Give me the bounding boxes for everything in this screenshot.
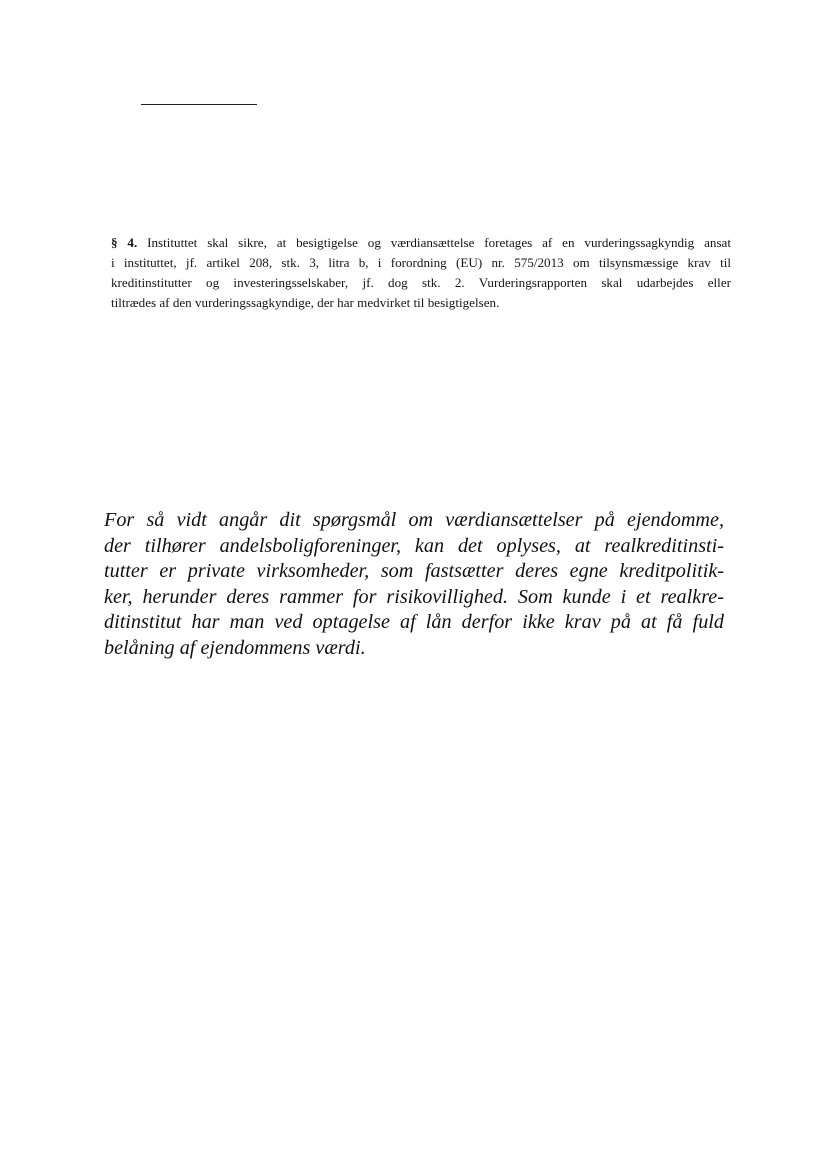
section-mark: § 4. <box>111 235 138 250</box>
law-line-4: tiltrædes af den vurderingssagkyndige, der har medvirket til besigtigelsen. <box>111 295 500 310</box>
quote-line-1: For så vidt angår dit spørgsmål om værdiansættelser på ejendomme, <box>104 509 724 531</box>
quoted-answer-paragraph <box>104 508 724 662</box>
quote-line-3: tutter er private virksomheder, som fastsætter deres egne kreditpolitik- <box>104 560 724 583</box>
quote-line-4: ker, herunder deres rammer for risikovillighed. Som kunde i et realkre- <box>104 585 724 608</box>
law-line-1 <box>111 233 731 253</box>
footnote-separator-rule <box>141 104 257 105</box>
quote-line-5: ditinstitut har man ved optagelse af lån derfor ikke krav på at få fuld <box>104 611 724 634</box>
quote-line-6: belåning af ejendommens værdi. <box>104 636 366 659</box>
law-line-2: i instituttet, jf. artikel 208, stk. 3, litra b, i forordning (EU) nr. 575/2013 om tilsynsmæssige krav til <box>111 255 731 270</box>
law-section-excerpt <box>111 233 731 313</box>
quote-line-2: der tilhører andelsboligforeninger, kan det oplyses, at realkreditinsti- <box>104 534 724 557</box>
law-line-1-text: Instituttet skal sikre, at besigtigelse og værdiansættelse foretages af en vurderingssagkyndig ansat <box>147 235 731 250</box>
law-line-3: kreditinstitutter og investeringsselskaber, jf. dog stk. 2. Vurderingsrapporten skal udarbejdes eller <box>111 275 731 290</box>
